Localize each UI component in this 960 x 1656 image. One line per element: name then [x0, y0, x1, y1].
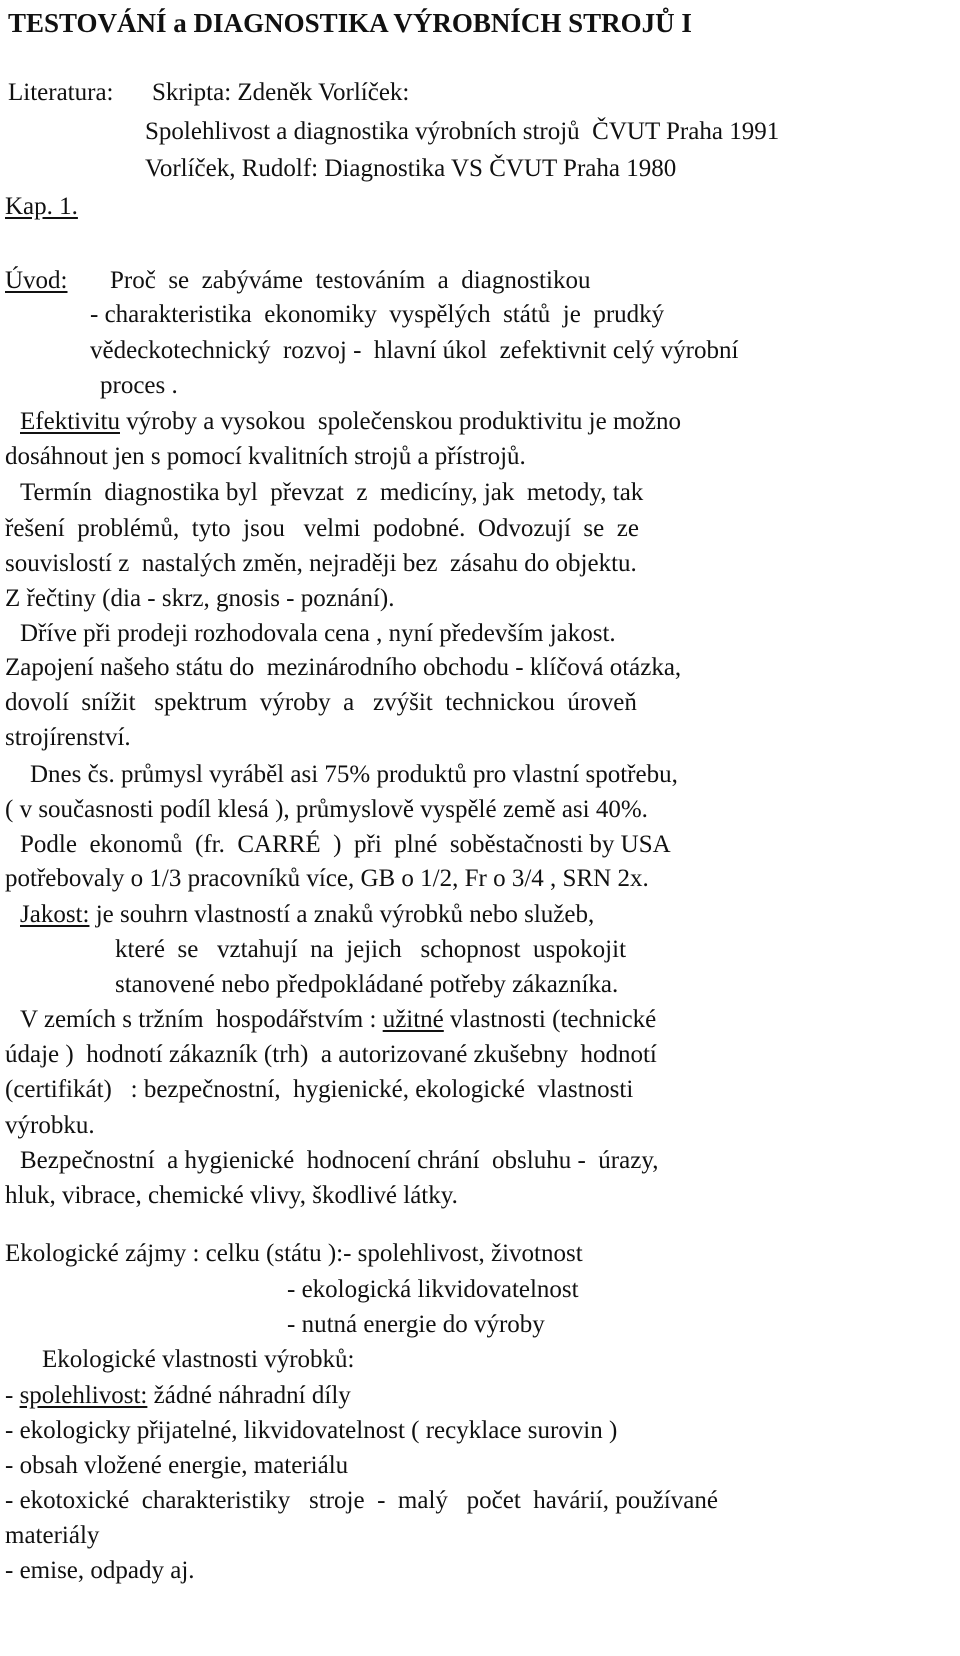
quality-line-1 [20, 898, 594, 932]
quality-definition: je souhrn vlastností a znaků výrobků nebo služeb, [89, 901, 595, 928]
document-title: TESTOVÁNÍ a DIAGNOSTIKA VÝROBNÍCH STROJŮ I [8, 8, 692, 38]
ecological-interests-line-2: - ekologická likvidovatelnost [287, 1276, 579, 1303]
today-line-3: Podle ekonomů (fr. CARRÉ ) při plné soběstačnosti by USA [20, 831, 671, 858]
market-useful-word: užitné [382, 1006, 444, 1033]
today-line-2: ( v současnosti podíl klesá ), průmyslově vyspělé země asi 40%. [5, 796, 648, 823]
literature-line-3: Vorlíček, Rudolf: Diagnostika VS ČVUT Praha 1980 [145, 155, 677, 182]
term-line-3: souvislostí z nastalých změn, nejraději bez zásahu do objektu. [5, 550, 637, 577]
integration-line-1: Zapojení našeho státu do mezinárodního obchodu - klíčová otázka, [5, 654, 682, 681]
chapter-label: Kap. 1. [5, 193, 78, 220]
ecological-interests-line-1: Ekologické zájmy : celku (státu ):- spolehlivost, životnost [5, 1240, 583, 1267]
today-line-4: potřebovaly o 1/3 pracovníků více, GB o 1/2, Fr o 3/4 , SRN 2x. [5, 865, 649, 892]
efficiency-term: Efektivitu [20, 408, 120, 435]
ecological-item-1 [5, 1379, 351, 1413]
quality-line-3: stanovené nebo předpokládané potřeby zákazníka. [115, 971, 619, 998]
intro-line-3: vědeckotechnický rozvoj - hlavní úkol zefektivnit celý výrobní [90, 337, 739, 364]
intro-line-2: - charakteristika ekonomiky vyspělých států je prudký [90, 301, 665, 328]
safety-line-1: Bezpečnostní a hygienické hodnocení chrání obsluhu - úrazy, [20, 1147, 659, 1174]
market-line-4: výrobku. [5, 1112, 95, 1139]
reliability-term: spolehlivost: [19, 1382, 148, 1409]
ecological-item-2: - ekologicky přijatelné, likvidovatelnost ( recyklace surovin ) [5, 1417, 618, 1444]
today-line-1: Dnes čs. průmysl vyráběl asi 75% produktů pro vlastní spotřebu, [30, 761, 678, 788]
market-line-1 [20, 1003, 656, 1037]
literature-line-2: Spolehlivost a diagnostika výrobních strojů ČVUT Praha 1991 [145, 118, 780, 145]
market-pre: V zemích s tržním hospodářstvím : [20, 1006, 383, 1033]
term-line-4: Z řečtiny (dia - skrz, gnosis - poznání). [5, 585, 395, 612]
ecological-interests-line-3: - nutná energie do výroby [287, 1311, 545, 1338]
literature-label: Literatura: [8, 79, 114, 106]
ecological-item-3: - obsah vložené energie, materiálu [5, 1452, 349, 1479]
efficiency-line-1 [20, 405, 681, 439]
term-line-1: Termín diagnostika byl převzat z medicíny, jak metody, tak [20, 479, 644, 506]
ecological-properties-heading: Ekologické vlastnosti výrobků: [42, 1346, 355, 1373]
market-post: vlastnosti (technické [443, 1006, 657, 1033]
market-line-3: (certifikát) : bezpečnostní, hygienické, ekologické vlastnosti [5, 1076, 634, 1103]
quality-label: Jakost: [20, 901, 90, 928]
efficiency-rest: výroby a vysokou společenskou produktivitu je možno [119, 408, 682, 435]
item-dash: - [5, 1382, 20, 1409]
safety-line-2: hluk, vibrace, chemické vlivy, škodlivé látky. [5, 1182, 458, 1209]
term-line-2: řešení problémů, tyto jsou velmi podobné. Odvozují se ze [5, 515, 639, 542]
efficiency-line-2: dosáhnout jen s pomocí kvalitních strojů a přístrojů. [5, 443, 526, 470]
intro-label: Úvod: [5, 267, 68, 294]
ecological-item-4-line-2: materiály [5, 1522, 100, 1549]
before-line: Dříve při prodeji rozhodovala cena , nyní především jakost. [20, 620, 616, 647]
market-line-2: údaje ) hodnotí zákazník (trh) a autorizované zkušebny hodnotí [5, 1041, 657, 1068]
ecological-item-5: - emise, odpady aj. [5, 1557, 195, 1584]
integration-line-3: strojírenství. [5, 724, 131, 751]
reliability-rest: žádné náhradní díly [147, 1382, 351, 1409]
quality-line-2: které se vztahují na jejich schopnost uspokojit [115, 936, 627, 963]
ecological-item-4-line-1: - ekotoxické charakteristiky stroje - malý počet havárií, používané [5, 1487, 718, 1514]
intro-line-4: proces . [100, 372, 178, 399]
literature-line-1: Skripta: Zdeněk Vorlíček: [152, 79, 410, 106]
intro-line-1: Proč se zabýváme testováním a diagnostikou [110, 267, 591, 294]
integration-line-2: dovolí snížit spektrum výroby a zvýšit technickou úroveň [5, 689, 637, 716]
